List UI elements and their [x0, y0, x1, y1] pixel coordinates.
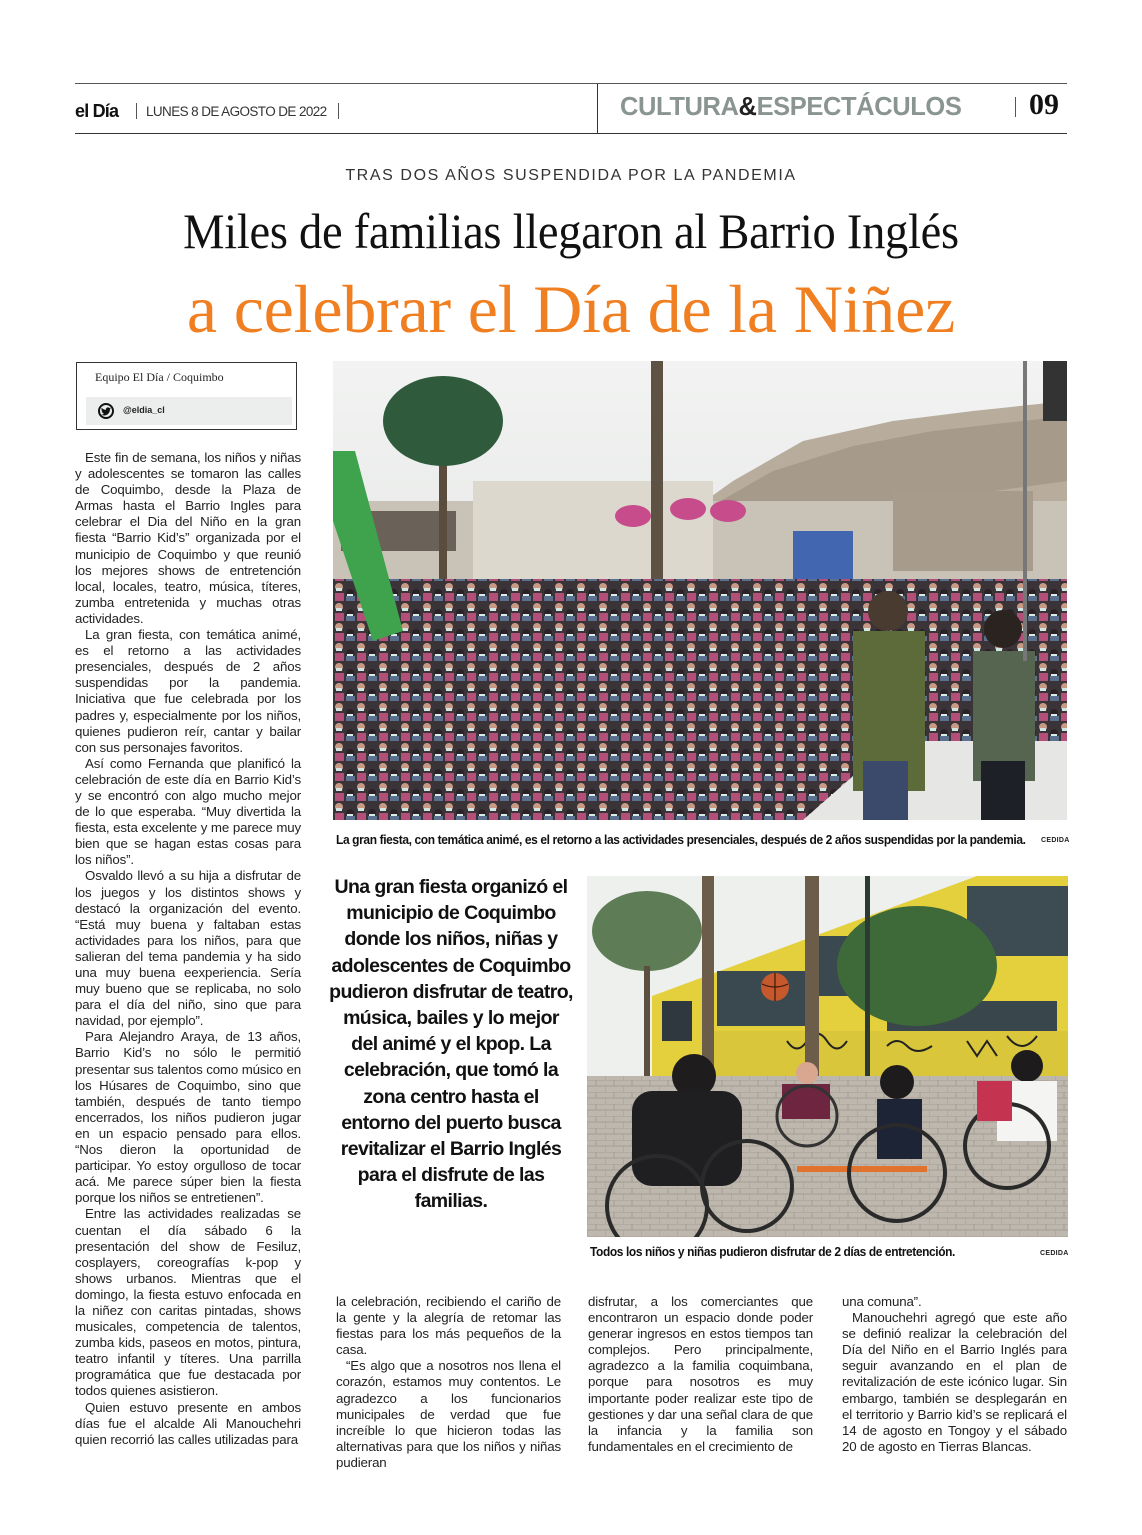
headline-line-1: Miles de familias llegaron al Barrio Inglés [183, 203, 959, 259]
headline-line-2: a celebrar el Día de la Niñez [186, 271, 956, 347]
section-ampersand: & [738, 93, 757, 121]
byline-author: Equipo El Día / Coquimbo [95, 370, 224, 384]
photo-caption: Todos los niños y niñas pudieron disfrutar de 2 días de entretención. [590, 1245, 955, 1259]
issue-date: LUNES 8 DE AGOSTO DE 2022 [146, 104, 327, 119]
byline-box [76, 362, 297, 430]
section-title [620, 93, 961, 122]
pull-quote: Una gran fiesta organizó el municipio de Coquimbo donde los niños, niñas y adolescentes de Coquimbo pudieron disfrutar de teatro, música, bailes y lo mejor del animé y el kpop. La celebración, que tomó la zona centro hasta el entorno del puerto busca revitalizar el Barrio Inglés para el disfrute de las familias. [329, 876, 573, 1213]
newspaper-logo: el Día [75, 101, 119, 121]
paragraph: Para Alejandro Araya, de 13 años, Barrio Kid’s no sólo le permitió presentar sus talentos como músico en los Húsares de Coquimbo, sino que también, después de tanto tiempo encerrados, los niños pudieron jugar en un espacio pensado para ellos. “Nos dieron la oportunidad de participar. Yo estoy orgulloso de tocar acá. Me parece súper bien la fiesta porque los niños se entretienen”. [75, 1029, 301, 1206]
header-divider [597, 84, 598, 134]
header-top-rule [75, 83, 1067, 84]
article-column-2 [336, 1294, 561, 1471]
section-title-part2: ESPECTÁCULOS [756, 93, 962, 121]
photo-credit: CEDIDA [1041, 837, 1070, 844]
photo-caption: La gran fiesta, con temática animé, es el retorno a las actividades presenciales, después de 2 años suspendidas por la pandemia. [336, 833, 1026, 847]
section-title-part1: CULTURA [620, 93, 739, 121]
separator [136, 103, 137, 119]
paragraph: una comuna”. [842, 1294, 922, 1309]
photo-credit: CEDIDA [1040, 1250, 1069, 1257]
byline-social [86, 397, 292, 425]
header-bottom-rule [75, 133, 1067, 134]
article-kicker: TRAS DOS AÑOS SUSPENDIDA POR LA PANDEMIA [345, 167, 797, 184]
paragraph: Manouchehri agregó que este año se definió realizar la celebración del Día del Niño en el Barrio Inglés para seguir avanzando en el plan de revitalización de este icónico lugar. Sin embargo, también se desplegarán en el territorio y Barrio kid’s se replicará el 14 de agosto en Tongoy y el sábado 20 de agosto en Tierras Blancas. [842, 1310, 1067, 1454]
twitter-icon [98, 403, 114, 419]
paragraph: la celebración, recibiendo el cariño de la gente y la alegría de retomar las fiestas para los más pequeños de la casa. [336, 1294, 561, 1358]
article-column-3 [588, 1294, 813, 1455]
separator [338, 103, 339, 119]
photo-wheelchair-basketball [587, 876, 1068, 1237]
twitter-handle[interactable]: @eldia_cl [123, 405, 165, 415]
paragraph: Este fin de semana, los niños y niñas y adolescentes se tomaron las calles de Coquimbo, desde la Plaza de Armas hasta el Barrio Ingles para celebrar el Dia del Niño en la gran fiesta “Barrio Kid’s” organizada por el municipio de Coquimbo y que reunió los mejores shows de entretención local, locales, teatro, música, títeres, zumba entretenida y muchas otras actividades. [75, 450, 301, 626]
separator [1015, 97, 1016, 117]
paragraph: Así como Fernanda que planificó la celebración de este día en Barrio Kid’s y se encontró con algo mucho mejor de lo que esperaba. “Muy divertida la fiesta, esta excelente y me parece muy bien que se hagan estas cosas para los niños”. [75, 755, 301, 868]
paragraph: disfrutar, a los comerciantes que encontraron un espacio donde poder generar ingresos en estos tiempos tan complejos. Pero principalmente, agradezco a la familia coquimbana, porque para nosotros es muy importante poder realizar este tipo de gestiones y dar una señal clara de que la infancia y la familia son fundamentales en el crecimiento de [588, 1294, 813, 1454]
page-number: 09 [1029, 88, 1059, 121]
paragraph: “Es algo que a nosotros nos llena el corazón, estamos muy contentos. Le agradezco a los funcionarios municipales de verdad que fue increíble lo que hicieron todas las alternativas para que los niños y niñas pudieran [336, 1358, 561, 1470]
photo-crowd [333, 361, 1067, 820]
article-column-4 [842, 1294, 1067, 1455]
paragraph: Osvaldo llevó a su hija a disfrutar de los juegos y los distintos shows y destacó la organización del evento. “Está muy buena y faltaban estas actividades para los niños, para que salieran del tema pandemia y ha sido una muy buena eexperiencia. Sería muy bueno que se replicaba, no solo para el día del niño, sino que para navidad, por ejemplo”. [75, 868, 301, 1029]
paragraph: La gran fiesta, con temática animé, es el retorno a las actividades presenciales, después de 2 años suspendidas por la pandemia. Iniciativa que fue celebrada por los padres y, especialmente por los niños, quienes pudieron reír, cantar y bailar con sus personajes favoritos. [75, 627, 301, 755]
paragraph: Entre las actividades realizadas se cuentan el día sábado 6 la presentación del show de Fesiluz, cosplayers, coreografías k-pop y shows urbanos. Mientras que el domingo, la fiesta estuvo enfocada en la niñez con caritas pintadas, shows musicales, competencia de talentos, zumba kids, paseos en motos, pintura, teatro infantil y títeres. Una parrilla programática que fue destacada por todos quienes asistieron. [75, 1206, 301, 1399]
paragraph: Quien estuvo presente en ambos días fue el alcalde Ali Manouchehri quien recorrió las calles utilizadas para [75, 1399, 301, 1447]
article-column-1 [75, 450, 301, 1448]
